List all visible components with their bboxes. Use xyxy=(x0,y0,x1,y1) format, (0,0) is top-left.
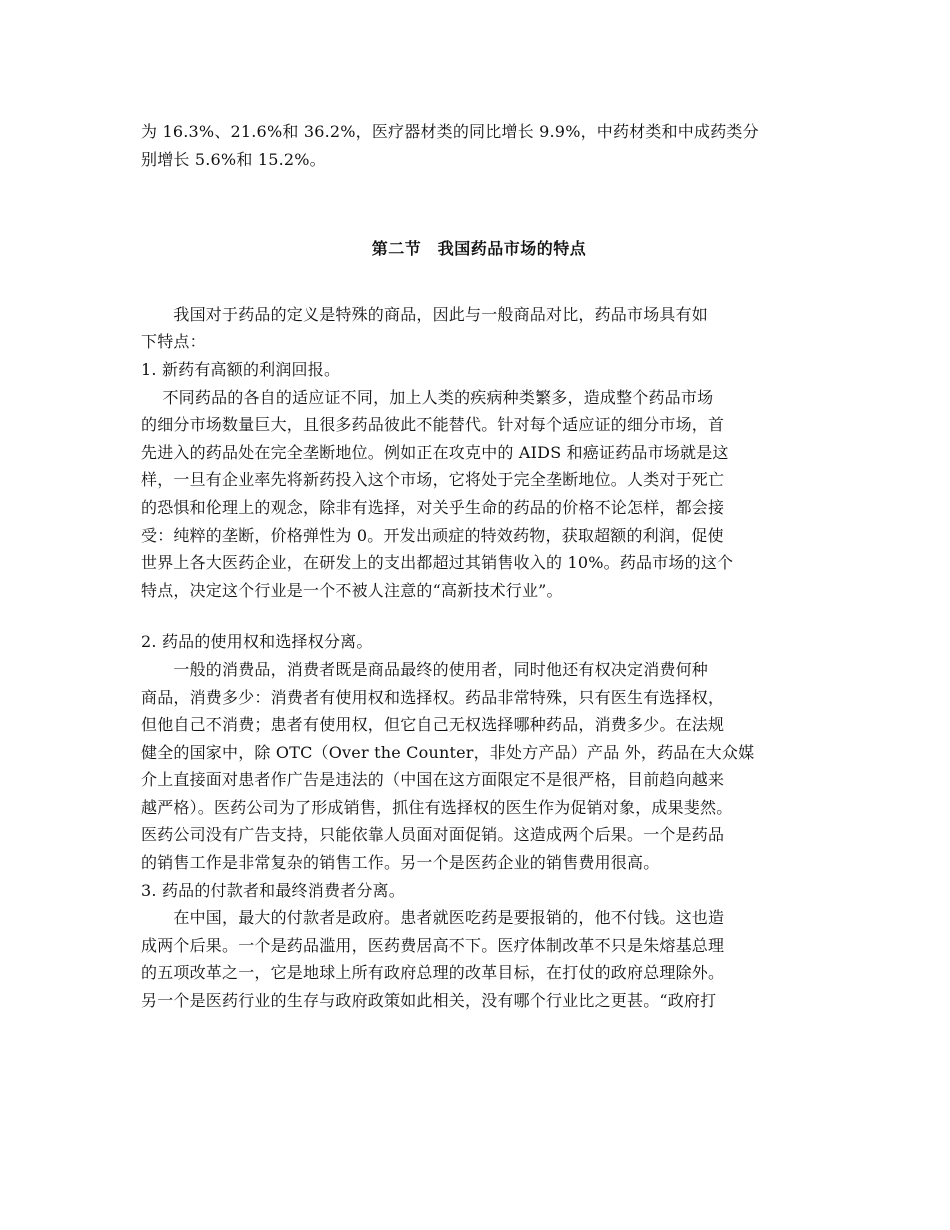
paragraph-line: 先进入的药品处在完全垄断地位。例如正在攻克中的 AIDS 和癌证药品市场就是这 xyxy=(141,442,729,462)
paragraph-line: 健全的国家中，除 OTC（Over the Counter，非处方产品）产品 外，药品在大众媒 xyxy=(141,742,755,762)
intro-line: 为 16.3%、21.6%和 36.2%，医疗器材类的同比增长 9.9%，中药材类和中成药类分 xyxy=(141,122,759,141)
intro-line: 别增长 5.6%和 15.2%。 xyxy=(141,149,326,169)
lead-line: 下特点： xyxy=(141,332,206,352)
paragraph-line: 的销售工作是非常复杂的销售工作。另一个是医药企业的销售费用很高。 xyxy=(141,853,660,873)
paragraph-line: 样，一旦有企业率先将新药投入这个市场，它将处于完全垄断地位。人类对于死亡 xyxy=(141,470,725,490)
paragraph-line: 商品，消费多少：消费者有使用权和选择权。药品非常特殊，只有医生有选择权， xyxy=(141,687,725,707)
paragraph-line: 受：纯粹的垄断，价格弹性为 0。开发出顽症的特效药物，获取超额的利润，促使 xyxy=(141,525,724,545)
spacer xyxy=(141,263,817,301)
paragraph-line: 的细分市场数量巨大，且很多药品彼此不能替代。针对每个适应证的细分市场，首 xyxy=(141,415,725,435)
document-body xyxy=(141,118,817,1015)
paragraph-line: 越严格）。医药公司为了形成销售，抓住有选择权的医生作为促销对象，成果斐然。 xyxy=(141,797,733,817)
paragraph-line: 另一个是医药行业的生存与政府政策如此相关，没有哪个行业比之更甚。“政府打 xyxy=(141,991,717,1011)
point-3-title: 3. 药品的付款者和最终消费者分离。 xyxy=(141,880,405,900)
paragraph-line: 一般的消费品，消费者既是商品最终的使用者，同时他还有权决定消费何种 xyxy=(141,659,709,679)
paragraph-line: 介上直接面对患者作广告是违法的（中国在这方面限定不是很严格，目前趋向越来 xyxy=(141,770,725,790)
paragraph-line: 在中国，最大的付款者是政府。患者就医吃药是要报销的，他不付钱。这也造 xyxy=(141,908,725,928)
point-1-title: 1. 新药有高额的利润回报。 xyxy=(141,359,341,379)
spacer xyxy=(141,173,817,235)
paragraph-line: 世界上各大医药企业，在研发上的支出都超过其销售收入的 10%。药品市场的这个 xyxy=(141,553,734,573)
section-heading: 第二节 我国药品市场的特点 xyxy=(371,239,587,259)
point-2-title: 2. 药品的使用权和选择权分离。 xyxy=(141,632,373,652)
paragraph-line: 的恐惧和伦理上的观念，除非有选择，对关乎生命的药品的价格不论怎样，都会接 xyxy=(141,497,725,517)
paragraph-line: 特点，决定这个行业是一个不被人注意的“高新技术行业”。 xyxy=(141,580,563,600)
paragraph-line: 的五项改革之一，它是地球上所有政府总理的改革目标，在打仗的政府总理除外。 xyxy=(141,963,725,983)
paragraph-line: 不同药品的各自的适应证不同，加上人类的疾病种类繁多，造成整个药品市场 xyxy=(141,387,714,407)
paragraph-line: 成两个后果。一个是药品滥用，医药费居高不下。医疗体制改革不只是朱熔基总理 xyxy=(141,935,725,955)
lead-line: 我国对于药品的定义是特殊的商品，因此与一般商品对比，药品市场具有如 xyxy=(141,304,709,324)
spacer xyxy=(141,604,817,628)
paragraph-line: 但他自己不消费；患者有使用权，但它自己无权选择哪种药品，消费多少。在法规 xyxy=(141,715,725,735)
paragraph-line: 医药公司没有广告支持，只能依靠人员面对面促销。这造成两个后果。一个是药品 xyxy=(141,825,725,845)
